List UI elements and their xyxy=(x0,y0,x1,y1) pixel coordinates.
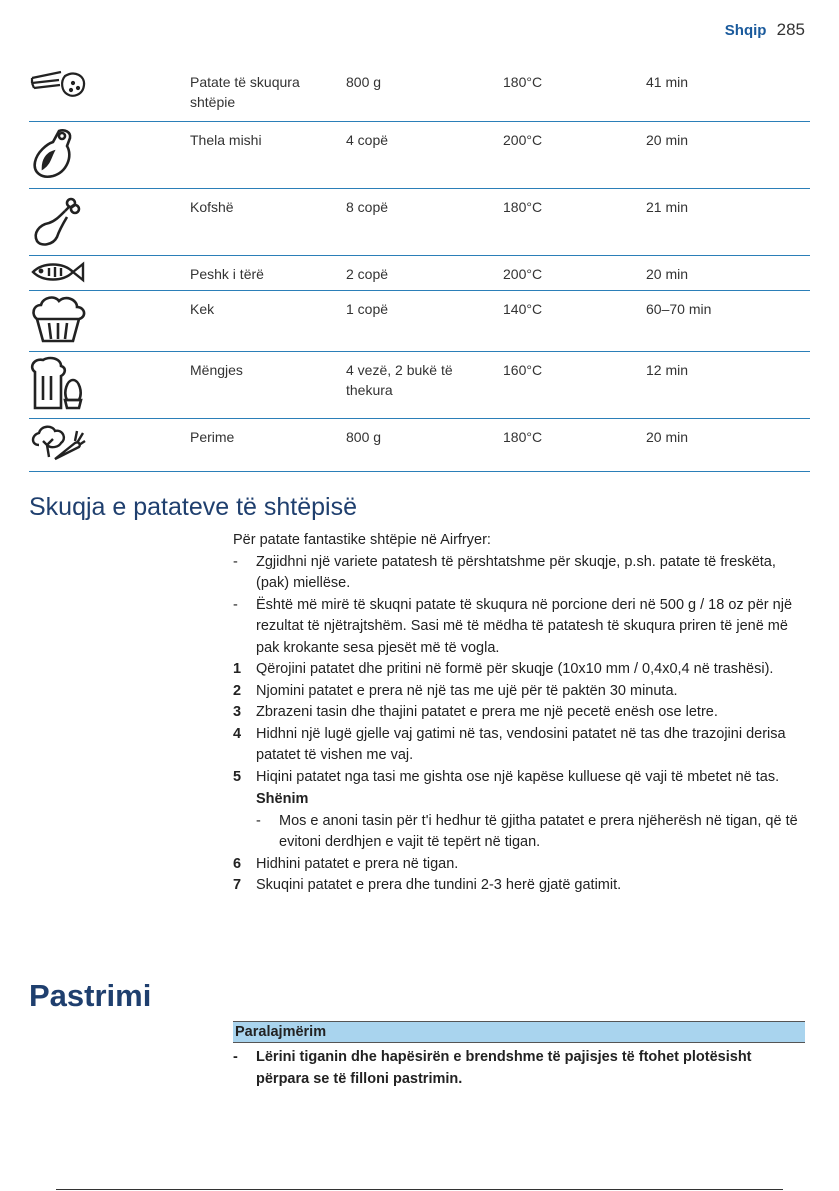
food-temperature: 180°C xyxy=(503,198,543,215)
cleaning-section-title: Pastrimi xyxy=(29,978,152,1013)
food-settings-table xyxy=(29,64,810,472)
footer-divider xyxy=(56,1189,783,1190)
fries-instructions xyxy=(233,530,805,897)
food-time: 41 min xyxy=(646,74,689,90)
step-text: Hidhni një lugë gjelle vaj gatimi në tas, vendosini patatet në tas dhe trazojini derisa patatet të vishen me vaj. xyxy=(256,725,786,763)
list-item xyxy=(233,552,805,595)
fish-icon xyxy=(29,260,85,284)
food-quantity: 1 copë xyxy=(346,300,389,317)
step-item xyxy=(233,681,805,703)
bullet-text: Zgjidhni një variete patatesh të përshtatshme për skuqje, p.sh. patate të freskëta, (pak) miellëse. xyxy=(256,553,776,591)
food-quantity: 800 g xyxy=(346,428,382,445)
table-row xyxy=(29,418,810,471)
table-row xyxy=(29,351,810,418)
vegetables-icon xyxy=(29,423,87,463)
meat-steak-icon xyxy=(29,126,75,182)
food-temperature: 180°C xyxy=(503,74,543,90)
step-text: Njomini patatet e prera në një tas me ujë për të paktën 30 minuta. xyxy=(256,682,678,699)
note-text: Mos e anoni tasin për t'i hedhur të gjitha patatet e prera njëherësh në tigan, që të evitoni derdhjen e vajit të tepërt në tigan. xyxy=(279,812,798,850)
step-text: Hiqini patatet nga tasi me gishta ose një kapëse kulluese që vaji të mbetet në tas. xyxy=(256,768,780,785)
food-quantity: 800 g xyxy=(346,74,382,90)
food-temperature: 200°C xyxy=(503,265,543,282)
page-header xyxy=(725,20,805,40)
warning-text: Lërini tiganin dhe hapësirën e brendshme të pajisjes të ftohet plotësisht përpara se të filloni pastrimin. xyxy=(256,1049,752,1087)
step-number: 3 xyxy=(233,704,242,720)
step-number: 7 xyxy=(233,877,242,893)
food-quantity: 4 vezë, 2 bukë të thekura xyxy=(346,361,453,398)
food-name: Perime xyxy=(190,428,235,445)
bullet-marker: - xyxy=(256,812,261,829)
fries-intro: Për patate fantastike shtëpie në Airfryer: xyxy=(233,532,491,548)
food-quantity: 4 copë xyxy=(346,131,389,148)
food-name: Kofshë xyxy=(190,198,234,215)
bullet-marker: - xyxy=(233,1049,238,1065)
food-time: 20 min xyxy=(646,265,689,282)
table-row xyxy=(29,121,810,188)
food-temperature: 140°C xyxy=(503,300,543,317)
food-time: 20 min xyxy=(646,428,689,445)
step-text: Hidhini patatet e prera në tigan. xyxy=(256,855,459,872)
food-temperature: 200°C xyxy=(503,131,543,148)
list-item xyxy=(233,1047,805,1090)
cleaning-warning xyxy=(233,1021,805,1090)
step-text: Qërojini patatet dhe pritini në formë për skuqje (10x10 mm / 0,4x0,4 në trashësi). xyxy=(256,661,774,677)
bullet-marker: - xyxy=(233,596,238,613)
bullet-marker: - xyxy=(233,553,238,570)
step-number: 2 xyxy=(233,682,242,699)
food-name: Thela mishi xyxy=(190,131,262,148)
food-time: 20 min xyxy=(646,131,689,148)
step-item xyxy=(233,854,805,876)
muffin-icon xyxy=(29,295,87,345)
food-name: Peshk i tërë xyxy=(190,265,264,282)
food-quantity: 8 copë xyxy=(346,198,389,215)
step-text: Zbrazeni tasin dhe thajini patatet e prera me një pecetë enësh ose letre. xyxy=(256,704,718,720)
food-name: Mëngjes xyxy=(190,361,243,378)
food-time: 60–70 min xyxy=(646,300,712,317)
step-text: Skuqini patatet e prera dhe tundini 2-3 herë gjatë gatimit. xyxy=(256,877,622,893)
step-item xyxy=(233,875,805,897)
food-name: Kek xyxy=(190,300,215,317)
food-name: Patate të skuqura shtëpie xyxy=(190,74,300,110)
food-quantity: 2 copë xyxy=(346,265,389,282)
table-row xyxy=(29,290,810,351)
step-item xyxy=(233,724,805,767)
language-label: Shqip xyxy=(724,22,767,39)
step-number: 5 xyxy=(233,768,242,785)
food-time: 12 min xyxy=(646,361,689,378)
bullet-text: Është më mirë të skuqni patate të skuqura në porcione deri në 500 g / 18 oz për një rezultat të njëtrajtshëm. Sasi më të mëdha të patatesh të skuqura priren të jenë më pak krokante sesa pjesët më të vogla. xyxy=(256,596,793,656)
note-title: Shënim xyxy=(256,791,309,807)
breakfast-toast-egg-icon xyxy=(29,356,87,412)
table-row xyxy=(29,255,810,290)
step-item xyxy=(233,702,805,724)
step-item xyxy=(233,659,805,681)
step-number: 4 xyxy=(233,725,242,742)
food-temperature: 160°C xyxy=(503,361,543,378)
step-item xyxy=(233,767,805,789)
step-number: 1 xyxy=(233,661,242,677)
chicken-drumstick-icon xyxy=(29,193,85,249)
food-time: 21 min xyxy=(646,198,689,215)
page-number: 285 xyxy=(776,20,805,39)
fries-potato-icon xyxy=(29,68,87,102)
step-number: 6 xyxy=(233,855,242,872)
food-temperature: 180°C xyxy=(503,428,543,445)
warning-label: Paralajmërim xyxy=(233,1021,805,1043)
table-row xyxy=(29,64,810,121)
table-row xyxy=(29,188,810,255)
fries-section-title: Skuqja e patateve të shtëpisë xyxy=(29,493,358,521)
list-item xyxy=(256,811,805,854)
list-item xyxy=(233,595,805,660)
